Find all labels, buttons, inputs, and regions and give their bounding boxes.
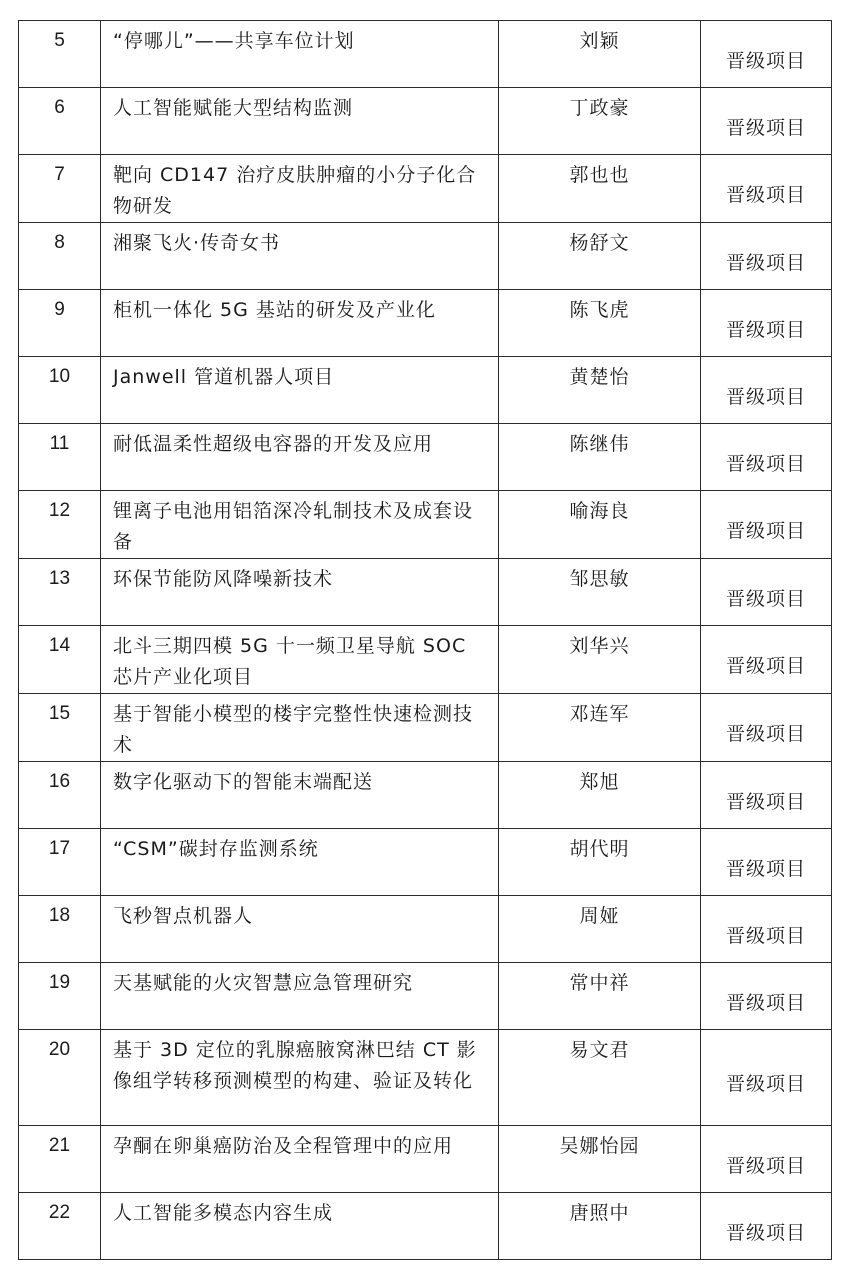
project-name: 柜机一体化 5G 基站的研发及产业化 [101,290,499,357]
table-row [19,963,832,1030]
table-row [19,829,832,896]
project-lead: 常中祥 [499,963,701,1030]
project-lead: 周娅 [499,896,701,963]
project-status: 晋级项目 [701,88,832,155]
project-status: 晋级项目 [701,223,832,290]
project-lead: 易文君 [499,1030,701,1126]
project-status: 晋级项目 [701,626,832,694]
row-number: 7 [19,155,101,223]
table-row [19,559,832,626]
project-lead: 黄楚怡 [499,357,701,424]
row-number: 5 [19,21,101,88]
project-name: 孕酮在卵巢癌防治及全程管理中的应用 [101,1126,499,1193]
project-name: Janwell 管道机器人项目 [101,357,499,424]
project-status: 晋级项目 [701,1193,832,1260]
table-row [19,1030,832,1126]
project-name: 北斗三期四模 5G 十一频卫星导航 SOC 芯片产业化项目 [101,626,499,694]
row-number: 19 [19,963,101,1030]
table-row [19,1126,832,1193]
project-lead: 郭也也 [499,155,701,223]
table-row [19,762,832,829]
project-name: “停哪儿”——共享车位计划 [101,21,499,88]
row-number: 21 [19,1126,101,1193]
project-lead: 吴娜怡园 [499,1126,701,1193]
project-name: 靶向 CD147 治疗皮肤肿瘤的小分子化合物研发 [101,155,499,223]
project-lead: 刘华兴 [499,626,701,694]
row-number: 20 [19,1030,101,1126]
project-name: 锂离子电池用铝箔深冷轧制技术及成套设备 [101,491,499,559]
project-status: 晋级项目 [701,424,832,491]
project-lead: 丁政豪 [499,88,701,155]
row-number: 14 [19,626,101,694]
table-body [19,21,832,1260]
row-number: 13 [19,559,101,626]
table-row [19,357,832,424]
table-row [19,155,832,223]
row-number: 11 [19,424,101,491]
project-status: 晋级项目 [701,829,832,896]
project-lead: 唐照中 [499,1193,701,1260]
project-status: 晋级项目 [701,290,832,357]
table-row [19,626,832,694]
row-number: 16 [19,762,101,829]
table-row [19,21,832,88]
project-status: 晋级项目 [701,694,832,762]
project-status: 晋级项目 [701,21,832,88]
project-name: 数字化驱动下的智能末端配送 [101,762,499,829]
project-status: 晋级项目 [701,1126,832,1193]
project-lead: 喻海良 [499,491,701,559]
project-table [18,20,832,1260]
project-name: 飞秒智点机器人 [101,896,499,963]
row-number: 6 [19,88,101,155]
project-status: 晋级项目 [701,1030,832,1126]
row-number: 8 [19,223,101,290]
project-status: 晋级项目 [701,963,832,1030]
table-row [19,424,832,491]
project-name: 耐低温柔性超级电容器的开发及应用 [101,424,499,491]
project-name: 基于智能小模型的楼宇完整性快速检测技术 [101,694,499,762]
table-row [19,491,832,559]
table-row [19,290,832,357]
project-lead: 邹思敏 [499,559,701,626]
project-name: 天基赋能的火灾智慧应急管理研究 [101,963,499,1030]
project-name: “CSM”碳封存监测系统 [101,829,499,896]
row-number: 10 [19,357,101,424]
row-number: 18 [19,896,101,963]
project-status: 晋级项目 [701,762,832,829]
project-name: 环保节能防风降噪新技术 [101,559,499,626]
row-number: 17 [19,829,101,896]
row-number: 22 [19,1193,101,1260]
project-name: 人工智能赋能大型结构监测 [101,88,499,155]
project-status: 晋级项目 [701,357,832,424]
project-lead: 邓连军 [499,694,701,762]
project-name: 基于 3D 定位的乳腺癌腋窝淋巴结 CT 影像组学转移预测模型的构建、验证及转化 [101,1030,499,1126]
project-lead: 陈飞虎 [499,290,701,357]
project-lead: 胡代明 [499,829,701,896]
table-row [19,88,832,155]
project-name: 人工智能多模态内容生成 [101,1193,499,1260]
project-lead: 刘颖 [499,21,701,88]
table-row [19,223,832,290]
project-status: 晋级项目 [701,155,832,223]
row-number: 15 [19,694,101,762]
row-number: 12 [19,491,101,559]
project-lead: 杨舒文 [499,223,701,290]
project-lead: 陈继伟 [499,424,701,491]
table-row [19,694,832,762]
table-row [19,896,832,963]
project-status: 晋级项目 [701,559,832,626]
project-lead: 郑旭 [499,762,701,829]
project-status: 晋级项目 [701,896,832,963]
table-row [19,1193,832,1260]
project-status: 晋级项目 [701,491,832,559]
row-number: 9 [19,290,101,357]
project-name: 湘聚飞火·传奇女书 [101,223,499,290]
